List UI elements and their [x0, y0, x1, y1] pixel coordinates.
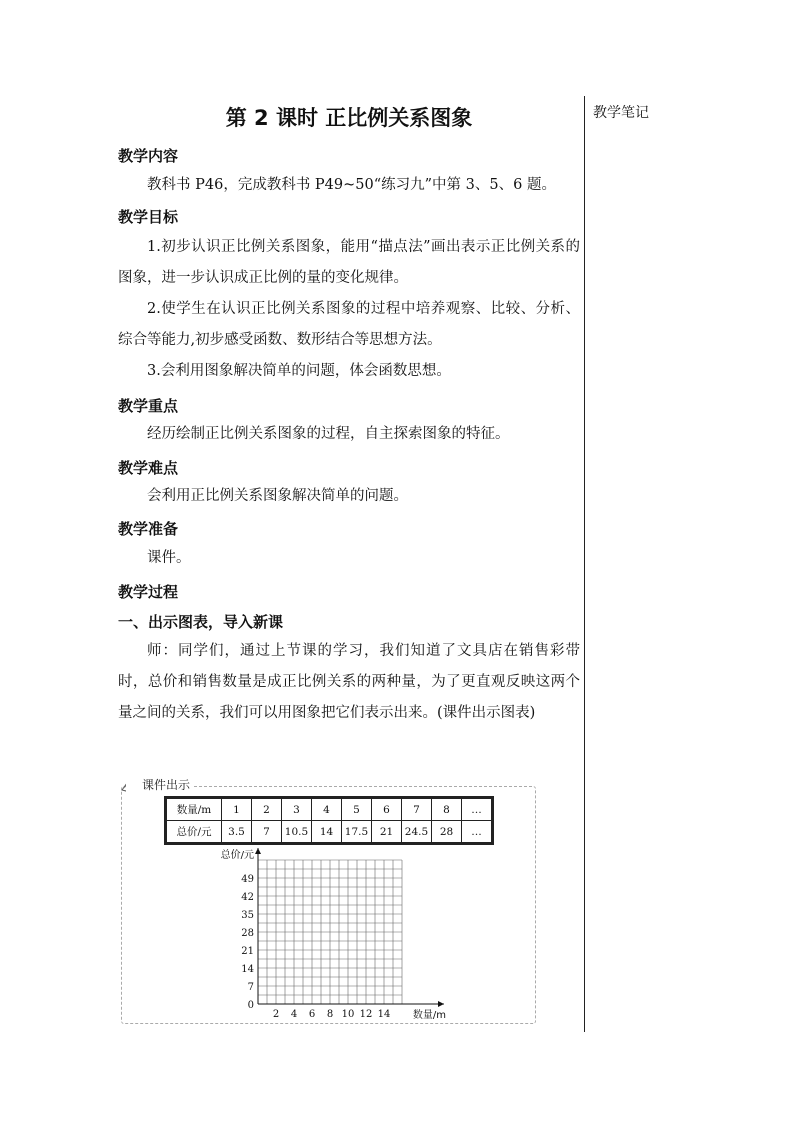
x-tick-label: 12: [359, 1009, 373, 1020]
y-tick-label: 7: [247, 982, 254, 993]
table-cell: …: [462, 821, 492, 843]
heading-preparation: 教学准备: [118, 520, 179, 538]
content-text: 教科书 P46，完成教科书 P49~50“练习九”中第 3、5、6 题。: [147, 177, 556, 193]
table-cell: 8: [432, 799, 462, 821]
goal-item-3: 3.会利用图象解决简单的问题，体会函数思想。: [147, 363, 451, 379]
difficulties-text: 会利用正比例关系图象解决简单的问题。: [147, 488, 408, 504]
table-cell: 24.5: [402, 821, 432, 843]
table-cell: 6: [372, 799, 402, 821]
step1-heading: 一、出示图表，导入新课: [118, 613, 284, 631]
row-label-price: 总价/元: [167, 821, 222, 843]
table-cell: 10.5: [282, 821, 312, 843]
table-cell: 7: [252, 821, 282, 843]
y-tick-label: 0: [247, 1000, 254, 1011]
y-tick-label: 21: [241, 946, 254, 957]
x-tick-label: 6: [308, 1009, 316, 1020]
table-row-quantity: [167, 799, 492, 821]
goal-item-2: 2.使学生在认识正比例关系图象的过程中培养观察、比较、分析、综合等能力,初步感受函数、数形结合等思想方法。: [118, 301, 580, 348]
heading-goals: 教学目标: [118, 208, 179, 226]
data-table: [166, 798, 492, 843]
y-tick-label: 28: [241, 928, 254, 939]
table-cell: 7: [402, 799, 432, 821]
heading-difficulties: 教学难点: [118, 459, 179, 477]
x-tick-label: 4: [290, 1009, 298, 1020]
notes-column-label: 教学笔记: [593, 105, 649, 121]
table-cell: 28: [432, 821, 462, 843]
notes-divider: [584, 96, 585, 1032]
page-title: 第 2 课时 正比例关系图象: [225, 106, 473, 130]
table-cell: 14: [312, 821, 342, 843]
heading-process: 教学过程: [118, 583, 179, 601]
courseware-tag: 课件出示: [126, 776, 194, 793]
table-cell: 1: [222, 799, 252, 821]
table-cell: 4: [312, 799, 342, 821]
table-cell: 3.5: [222, 821, 252, 843]
x-tick-label: 10: [341, 1009, 355, 1020]
x-tick-label: 8: [326, 1009, 334, 1020]
y-axis-label: 总价/元: [220, 850, 254, 861]
y-tick-label: 14: [241, 964, 254, 975]
table-cell: 5: [342, 799, 372, 821]
table-row-price: [167, 821, 492, 843]
table-cell: 3: [282, 799, 312, 821]
table-cell: …: [462, 799, 492, 821]
row-label-quantity: 数量/m: [167, 799, 222, 821]
goal-item-1: 1.初步认识正比例关系图象，能用“描点法”画出表示正比例关系的图象，进一步认识成正比例的量的变化规律。: [118, 239, 580, 286]
heading-content: 教学内容: [118, 147, 179, 165]
step1-text: 师：同学们，通过上节课的学习，我们知道了文具店在销售彩带时，总价和销售数量是成正比例关系的两种量，为了更直观反映这两个量之间的关系，我们可以用图象把它们表示出来。(课件出示图表): [118, 643, 580, 721]
y-tick-label: 42: [241, 892, 254, 903]
table-cell: 17.5: [342, 821, 372, 843]
table-cell: 21: [372, 821, 402, 843]
x-axis-label: 数量/m: [412, 1010, 446, 1021]
y-axis-arrow: [255, 848, 261, 854]
key-points-text: 经历绘制正比例关系图象的过程，自主探索图象的特征。: [147, 426, 510, 442]
preparation-text: 课件。: [147, 550, 191, 566]
table-cell: 2: [252, 799, 282, 821]
y-tick-label: 35: [241, 910, 254, 921]
price-quantity-chart: [212, 846, 446, 1021]
x-tick-label: 2: [272, 1009, 280, 1020]
x-tick-label: 14: [377, 1009, 391, 1020]
y-tick-label: 49: [241, 874, 254, 885]
heading-key-points: 教学重点: [118, 397, 179, 415]
